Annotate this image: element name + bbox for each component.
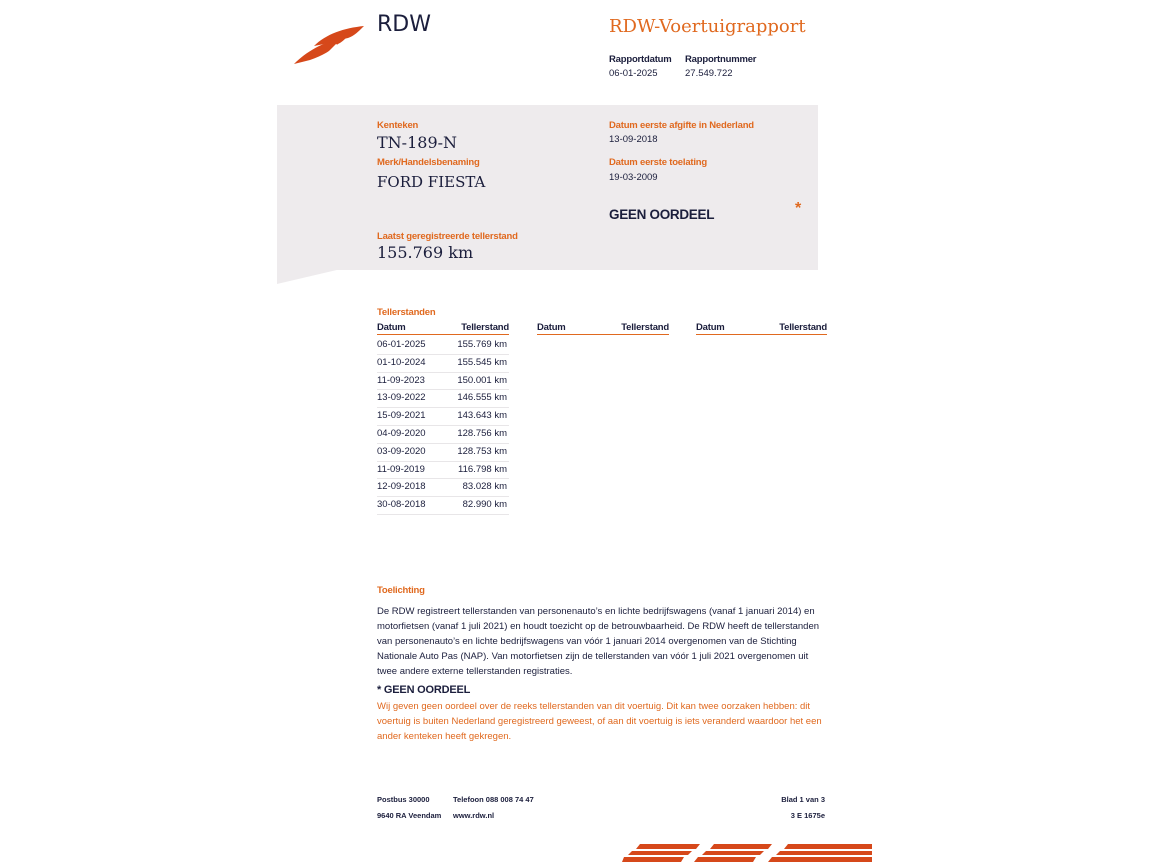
first-nl-value: 13-09-2018 — [609, 134, 658, 145]
row-km: 155.769 km — [457, 339, 507, 350]
col-date-header: Datum — [377, 322, 406, 333]
row-km: 150.001 km — [457, 374, 507, 386]
row-km: 116.798 km — [458, 463, 507, 475]
report-date-value: 06-01-2025 — [609, 68, 658, 79]
table-row — [377, 462, 509, 480]
row-km: 128.753 km — [457, 445, 507, 457]
panel-notch — [277, 269, 341, 284]
first-admission-value: 19-03-2009 — [609, 172, 658, 183]
first-nl-label: Datum eerste afgifte in Nederland — [609, 120, 754, 131]
brand-name: RDW — [377, 12, 431, 37]
table-row — [377, 355, 509, 373]
readings-list — [377, 337, 509, 515]
row-km: 83.028 km — [462, 481, 507, 493]
row-km: 143.643 km — [457, 410, 507, 422]
readings-header-col1 — [377, 322, 509, 335]
make-value: FORD FIESTA — [377, 173, 486, 191]
verdict-text: GEEN OORDEEL — [609, 207, 715, 222]
col-date-header: Datum — [537, 322, 566, 333]
row-date: 12-09-2018 — [377, 481, 426, 493]
table-row — [377, 337, 509, 355]
row-date: 15-09-2021 — [377, 410, 426, 422]
first-admission-label: Datum eerste toelating — [609, 157, 708, 168]
row-date: 11-09-2019 — [377, 463, 425, 475]
plate-label: Kenteken — [377, 120, 419, 131]
col-reading-header: Tellerstand — [621, 322, 669, 333]
report-date-label: Rapportdatum — [609, 54, 672, 65]
explanation-title: Toelichting — [377, 585, 425, 596]
row-date: 06-01-2025 — [377, 339, 426, 350]
verdict-heading: * GEEN OORDEEL — [377, 684, 471, 696]
table-row — [377, 497, 509, 515]
row-date: 11-09-2023 — [377, 374, 425, 386]
footer-postbus: Postbus 30000 — [377, 795, 430, 804]
odometer-label: Laatst geregistreerde tellerstand — [377, 231, 518, 242]
row-km: 155.545 km — [457, 356, 507, 368]
col-date-header: Datum — [696, 322, 725, 333]
footer-web: www.rdw.nl — [453, 811, 495, 820]
row-date: 03-09-2020 — [377, 445, 426, 457]
verdict-asterisk: * — [795, 200, 802, 217]
footer-page: Blad 1 van 3 — [781, 795, 825, 804]
report-number-label: Rapportnummer — [685, 54, 757, 65]
explanation-paragraph: De RDW registreert tellerstanden van personenauto’s en lichte bedrijfswagens (vanaf 1 januari 2014) en motorfietsen (vanaf 1 juli 2021) en houdt toezicht op de betrouwbaarheid. De RDW heeft de tellerstanden van personenauto’s en lichte bedrijfswagens van vóór 1 januari 2014 overgenomen van de Stichting Nationale Auto Pas (NAP). Van motorfietsen zijn de tellerstanden van vóór 1 juli 2021 overgenomen uit twee andere externe tellerstanden registraties. — [377, 606, 820, 677]
table-row — [377, 479, 509, 497]
footer-code: 3 E 1675e — [790, 811, 825, 820]
rdw-logo-icon — [292, 24, 364, 66]
report-title: RDW-Voertuigrapport — [609, 16, 806, 37]
table-row — [377, 408, 509, 426]
row-km: 82.990 km — [462, 499, 507, 511]
row-km: 146.555 km — [457, 392, 507, 404]
footer-phone: Telefoon 088 008 74 47 — [453, 795, 534, 804]
table-row — [377, 426, 509, 444]
table-row — [377, 444, 509, 462]
col-reading-header: Tellerstand — [779, 322, 827, 333]
row-km: 128.756 km — [457, 427, 507, 439]
row-date: 01-10-2024 — [377, 356, 426, 368]
row-date: 30-08-2018 — [377, 499, 426, 511]
footer-city: 9640 RA Veendam — [377, 811, 442, 820]
readings-header-col2 — [537, 322, 669, 335]
report-number-value: 27.549.722 — [685, 68, 733, 79]
plate-value: TN-189-N — [377, 133, 458, 152]
odometer-value: 155.769 km — [377, 243, 474, 262]
row-date: 04-09-2020 — [377, 427, 426, 439]
readings-title: Tellerstanden — [377, 307, 436, 318]
make-label: Merk/Handelsbenaming — [377, 157, 480, 168]
table-row — [377, 390, 509, 408]
col-reading-header: Tellerstand — [461, 322, 509, 333]
row-date: 13-09-2022 — [377, 392, 426, 404]
footer-stripes-icon — [622, 843, 872, 862]
readings-header-col3 — [696, 322, 827, 335]
verdict-explanation: Wij geven geen oordeel over de reeks tellerstanden van dit voertuig. Dit kan twee oorzaken hebben: dit voertuig is buiten Nederland geregistreerd geweest, of aan dit voertuig is iets veranderd waardoor het een ander kenteken heeft gekregen. — [377, 701, 822, 742]
table-row — [377, 373, 509, 391]
